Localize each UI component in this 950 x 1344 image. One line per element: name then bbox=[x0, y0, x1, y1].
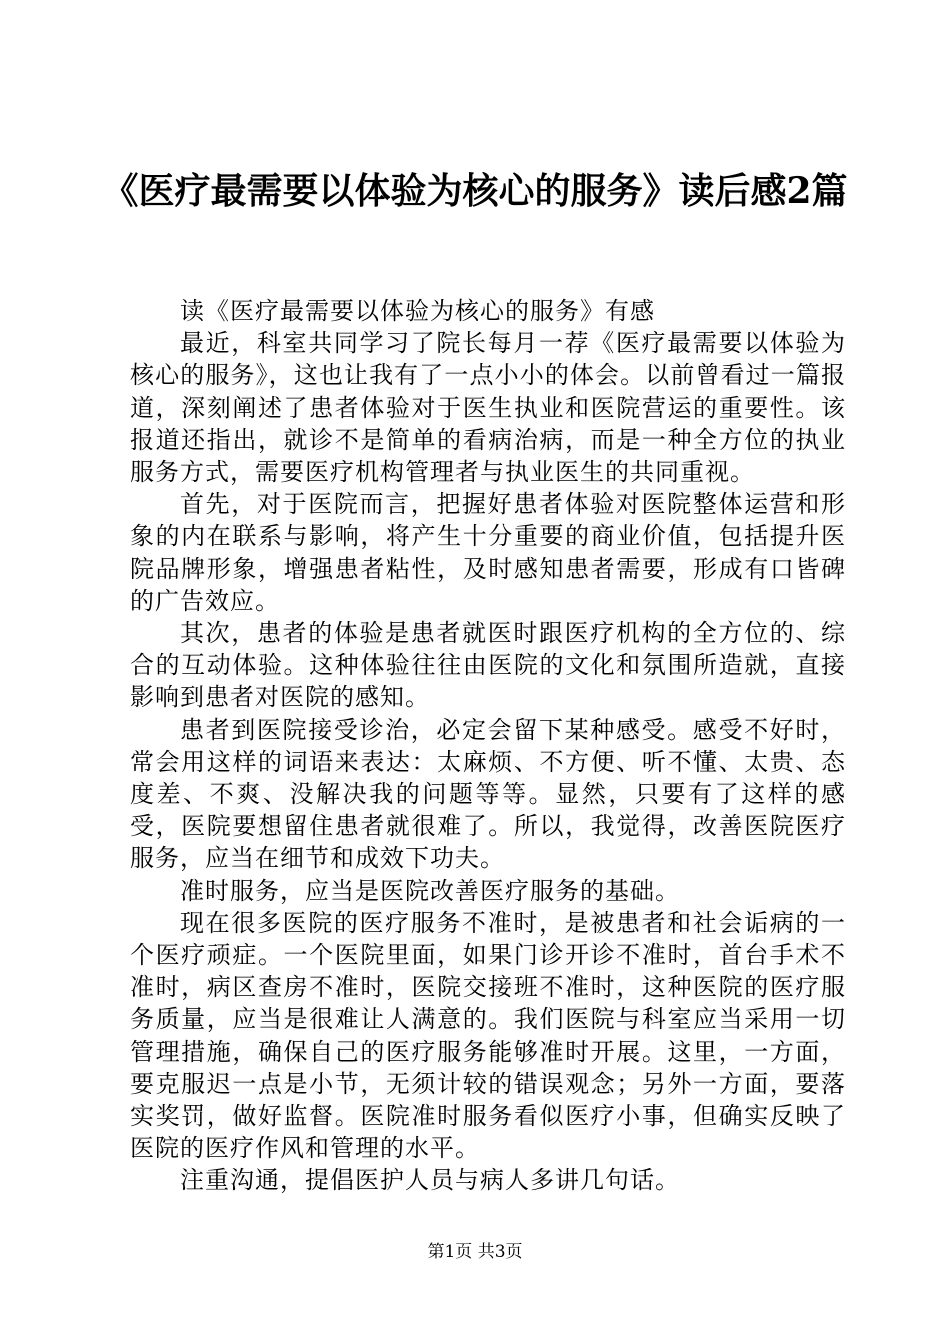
body-paragraph: 最近，科室共同学习了院长每月一荐《医疗最需要以体验为核心的服务》，这也让我有了一点小小的体会。以前曾看过一篇报道，深刻阐述了患者体验对于医生执业和医院营运的重要性。该报道还指出，就诊不是简单的看病治病，而是一种全方位的执业服务方式，需要医疗机构管理者与执业医生的共同重视。 bbox=[130, 329, 846, 487]
body-paragraph: 准时服务，应当是医院改善医疗服务的基础。 bbox=[180, 876, 680, 905]
body-paragraph: 患者到医院接受诊治，必定会留下某种感受。感受不好时，常会用这样的词语来表达：太麻烦、不方便、听不懂、太贵、态度差、不爽、没解决我的问题等等。显然，只要有了这样的感受，医院要想留住患者就很难了。所以，我觉得，改善医院医疗服务，应当在细节和成效下功夫。 bbox=[130, 715, 846, 873]
body-paragraph: 其次，患者的体验是患者就医时跟医疗机构的全方位的、综合的互动体验。这种体验往往由医院的文化和氛围所造就，直接影响到患者对医院的感知。 bbox=[130, 619, 846, 712]
page-title: 《医疗最需要以体验为核心的服务》读后感2篇 bbox=[102, 170, 848, 212]
subtitle-paragraph: 读《医疗最需要以体验为核心的服务》有感 bbox=[180, 297, 655, 325]
body-paragraph: 注重沟通，提倡医护人员与病人多讲几句话。 bbox=[180, 1166, 680, 1195]
page-footer: 第1页 共3页 bbox=[427, 1242, 523, 1262]
body-paragraph: 首先，对于医院而言，把握好患者体验对医院整体运营和形象的内在联系与影响，将产生十分重要的商业价值，包括提升医院品牌形象，增强患者粘性，及时感知患者需要，形成有口皆碑的广告效应。 bbox=[130, 490, 846, 615]
body-paragraph: 现在很多医院的医疗服务不准时，是被患者和社会诟病的一个医疗顽症。一个医院里面，如果门诊开诊不准时，首台手术不准时，病区查房不准时，医院交接班不准时，这种医院的医疗服务质量，应当是很难让人满意的。我们医院与科室应当采用一切管理措施，确保自己的医疗服务能够准时开展。这里，一方面，要克服迟一点是小节，无须计较的错误观念；另外一方面，要落实奖罚，做好监督。医院准时服务看似医疗小事，但确实反映了医院的医疗作风和管理的水平。 bbox=[130, 908, 846, 1163]
document-body bbox=[130, 295, 846, 1197]
